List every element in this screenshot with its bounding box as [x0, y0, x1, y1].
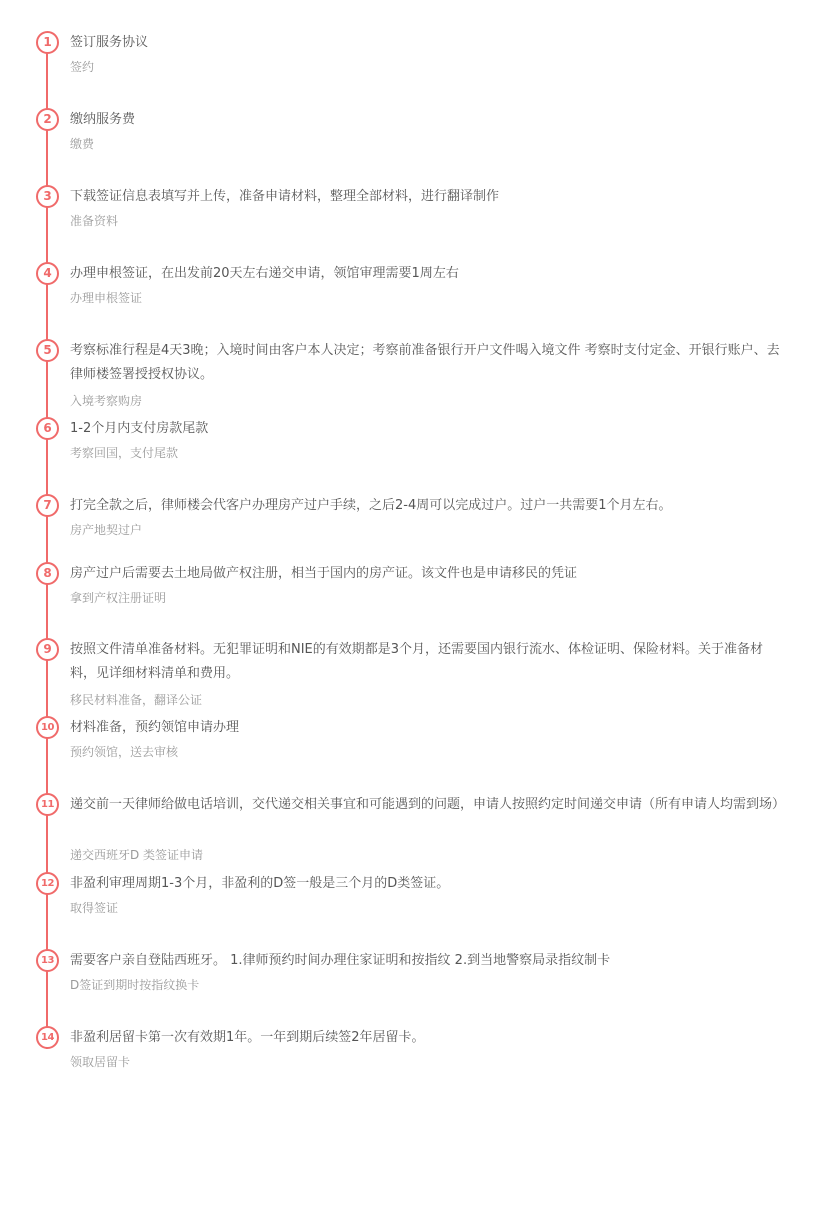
step-title: 签订服务协议	[70, 35, 149, 50]
step-title: 材料准备，预约领馆申请办理	[70, 720, 240, 735]
step-title: 缴纳服务费	[70, 112, 136, 127]
step-number-badge: 7	[36, 494, 59, 517]
step-subtitle: 签约	[70, 60, 95, 74]
step-subtitle: 考察回国，支付尾款	[70, 446, 179, 460]
step-title: 房产过户后需要去土地局做产权注册，相当于国内的房产证。该文件也是申请移民的凭证	[70, 566, 578, 581]
step-number-badge: 2	[36, 108, 59, 131]
step-title: 递交前一天律师给做电话培训，交代递交相关事宜和可能遇到的问题，申请人按照约定时间递交申请（所有申请人均需到场）	[70, 797, 786, 812]
step-number-badge: 9	[36, 638, 59, 661]
step-title: 非盈利审理周期1-3个月，非盈利的D签一般是三个月的D类签证。	[70, 876, 450, 891]
step-number-badge: 8	[36, 562, 59, 585]
step-subtitle: 入境考察购房	[70, 394, 143, 408]
step-subtitle: 移民材料准备，翻译公证	[70, 693, 203, 707]
step-number-badge: 5	[36, 339, 59, 362]
step-subtitle: 取得签证	[70, 901, 119, 915]
step-subtitle: 缴费	[70, 137, 95, 151]
step-number-badge: 11	[36, 793, 59, 816]
step-number-badge: 4	[36, 262, 59, 285]
step-number-badge: 1	[36, 31, 59, 54]
step-subtitle: D签证到期时按指纹换卡	[70, 978, 200, 992]
step-title: 非盈利居留卡第一次有效期1年。一年到期后续签2年居留卡。	[70, 1030, 425, 1045]
step-subtitle: 房产地契过户	[70, 523, 143, 537]
step-subtitle: 准备资料	[70, 214, 119, 228]
step-number-badge: 3	[36, 185, 59, 208]
step-number-badge: 14	[36, 1026, 59, 1049]
step-subtitle: 办理申根签证	[70, 291, 143, 305]
step-number-badge: 13	[36, 949, 59, 972]
step-subtitle: 领取居留卡	[70, 1055, 131, 1069]
step-subtitle: 递交西班牙D 类签证申请	[70, 848, 204, 862]
step-title: 下载签证信息表填写并上传，准备申请材料，整理全部材料，进行翻译制作	[70, 189, 500, 204]
step-title: 考察标准行程是4天3晚；入境时间由客户本人决定；考察前准备银行开户文件喝入境文件 考察时支付定金、开银行账户、去律师楼签署授授权协议。	[70, 343, 780, 382]
step-subtitle: 预约领馆，送去审核	[70, 745, 179, 759]
step-title: 需要客户亲自登陆西班牙。 1.律师预约时间办理住家证明和按指纹 2.到当地警察局录指纹制卡	[70, 953, 611, 968]
step-number-badge: 6	[36, 417, 59, 440]
step-number-badge: 10	[36, 716, 59, 739]
step-title: 办理申根签证，在出发前20天左右递交申请，领馆审理需要1周左右	[70, 266, 459, 281]
step-number-badge: 12	[36, 872, 59, 895]
step-title: 1-2个月内支付房款尾款	[70, 421, 209, 436]
step-title: 打完全款之后，律师楼会代客户办理房产过户手续，之后2-4周可以完成过户。过户一共需要1个月左右。	[70, 498, 672, 513]
step-subtitle: 拿到产权注册证明	[70, 591, 167, 605]
step-title: 按照文件清单准备材料。无犯罪证明和NIE的有效期都是3个月，还需要国内银行流水、体检证明、保险材料。关于准备材料，见详细材料清单和费用。	[70, 642, 764, 681]
